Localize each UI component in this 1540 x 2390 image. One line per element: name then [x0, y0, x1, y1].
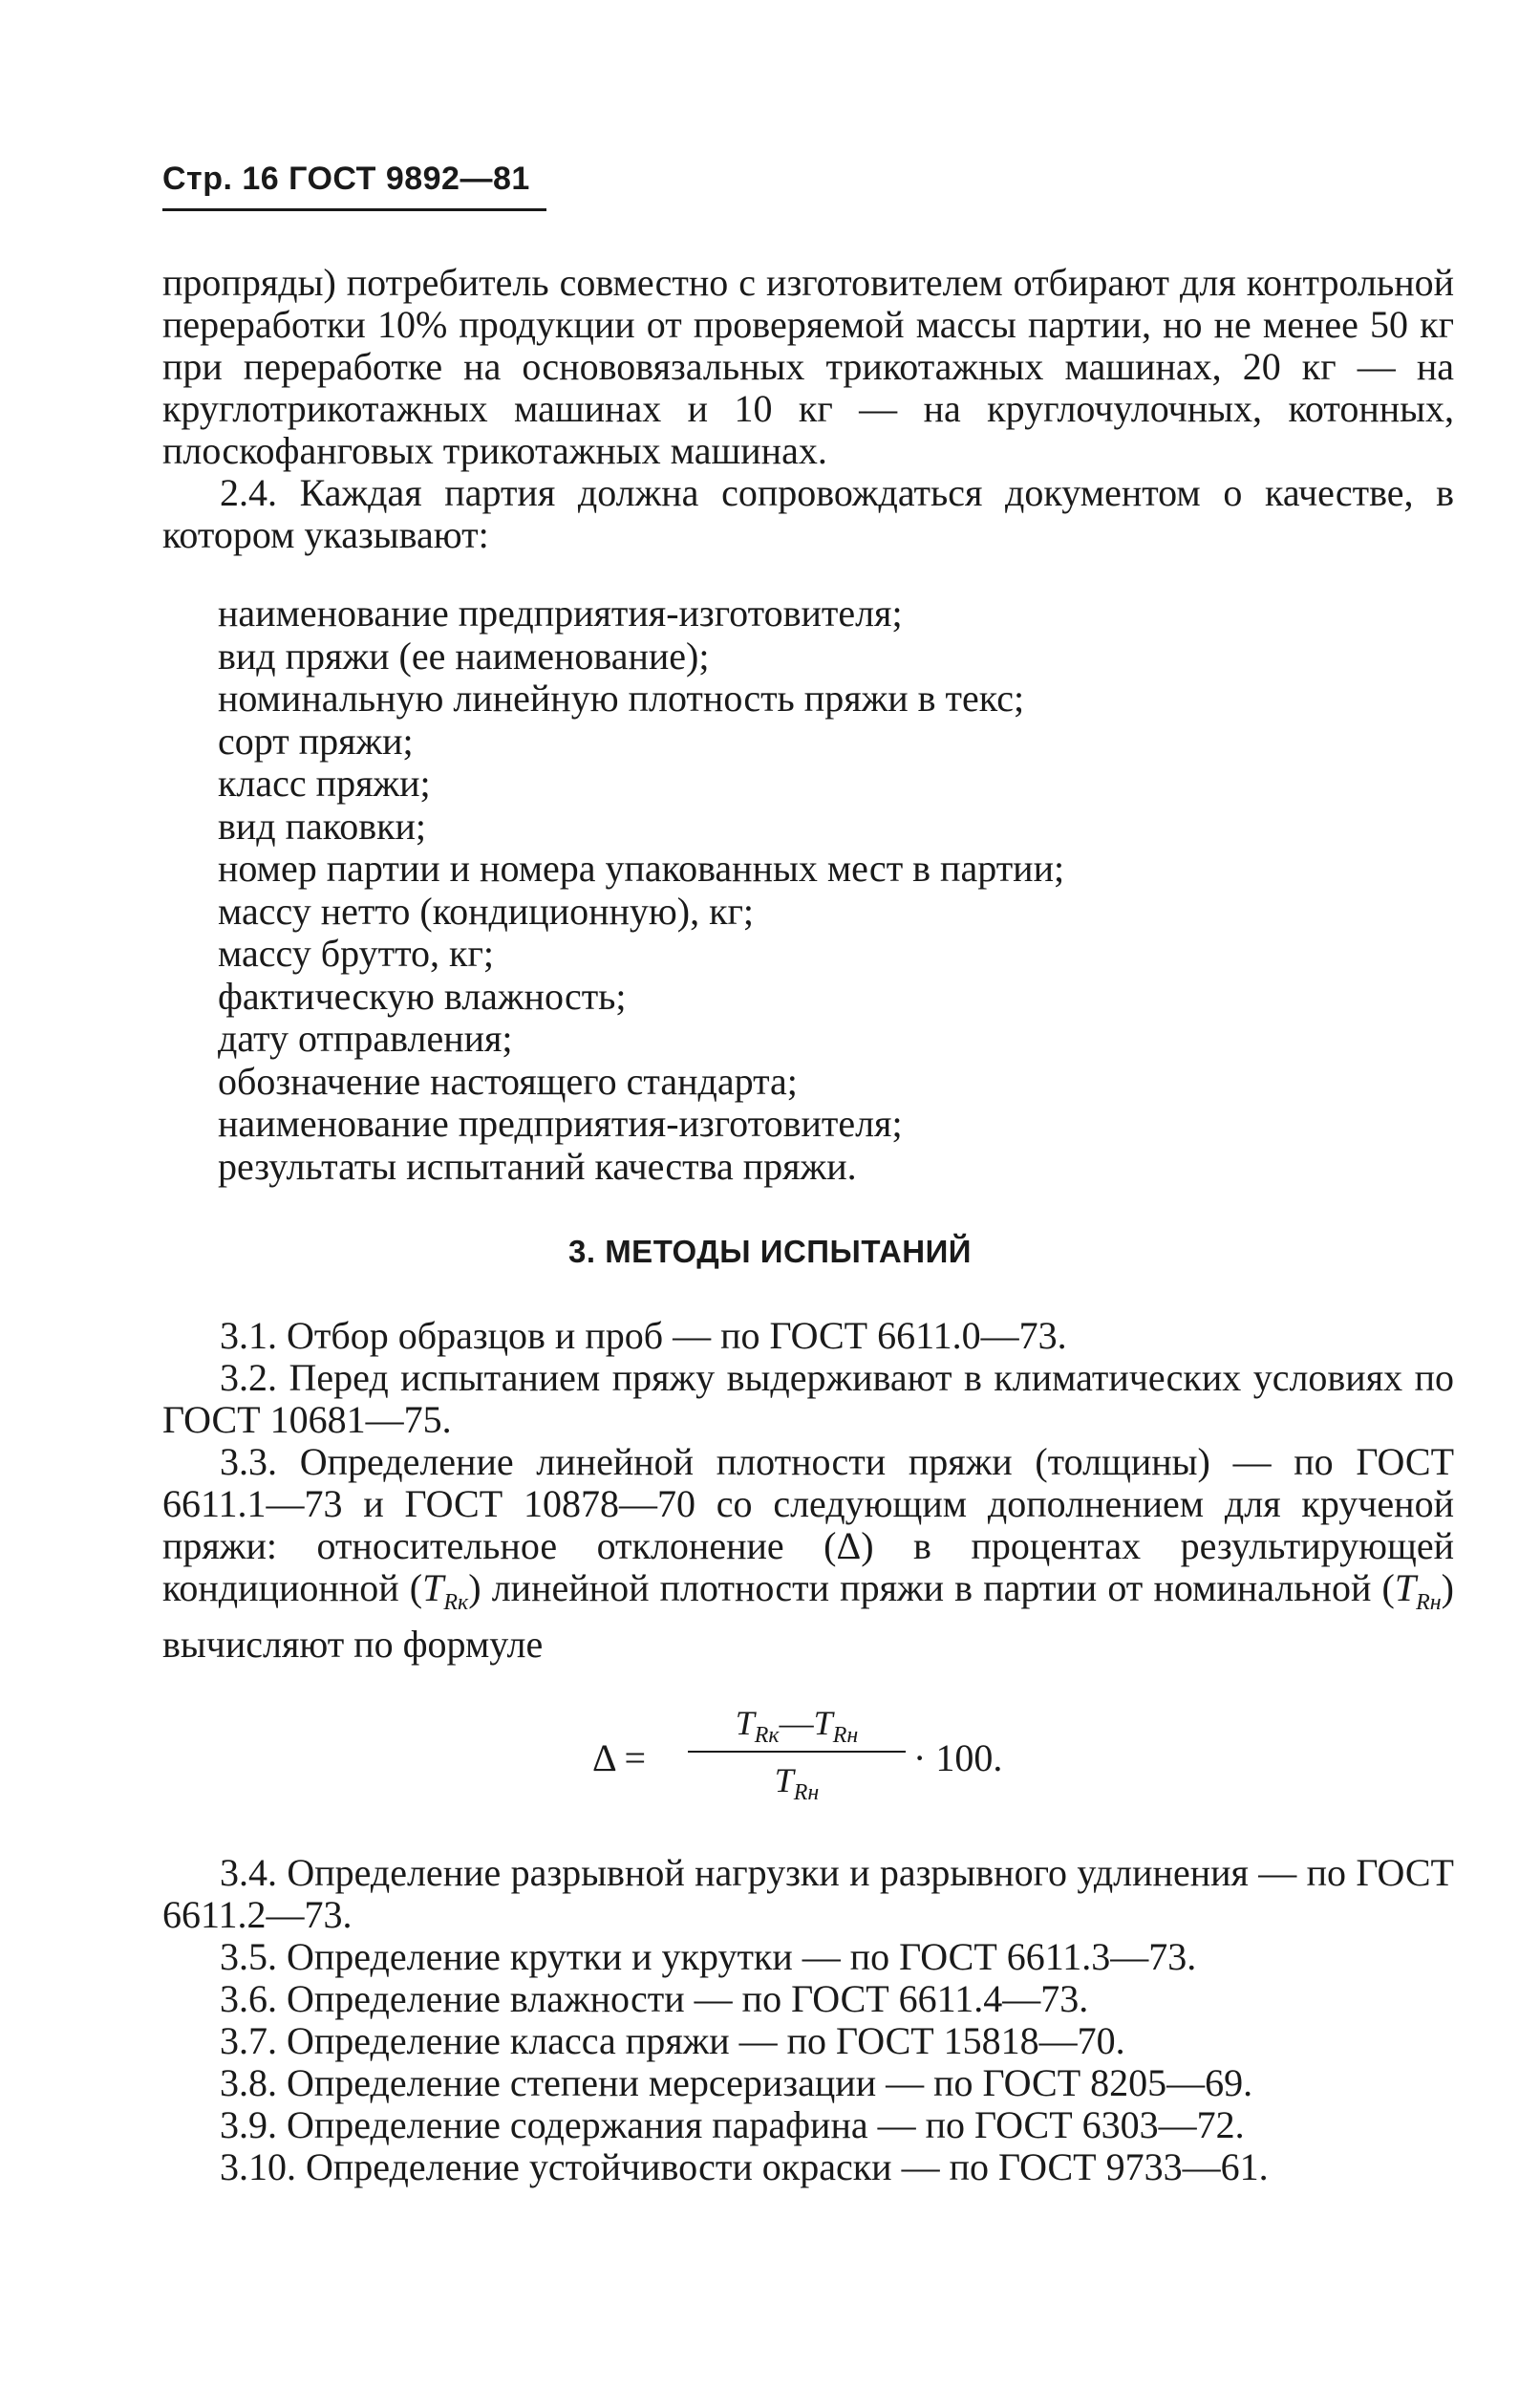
deviation-formula: [592, 1699, 1013, 1814]
paragraph-3-1: 3.1. Отбор образцов и проб — по ГОСТ 6611.0—73.: [220, 1314, 1067, 1357]
p33-part-b: ) линейной плотности пряжи в партии от номинальной (: [468, 1566, 1395, 1609]
list-item: класс пряжи;: [218, 762, 431, 805]
method-item: 3.7. Определение класса пряжи — по ГОСТ 15818—70.: [220, 2019, 1125, 2062]
formula-rhs: · 100.: [913, 1736, 1003, 1779]
list-item: массу брутто, кг;: [218, 932, 494, 975]
p33-part-a: 3.3. Определение линейной плотности пряжи (толщины) — по ГОСТ 6611.1—73 и ГОСТ 10878—70 со следующим дополнением для крученой пряжи: относительное отклонение (Δ) в процентах результирующей кондиционной (: [162, 1440, 1454, 1609]
methods-list: [162, 1852, 1454, 2188]
method-item: 3.9. Определение содержания парафина — по ГОСТ 6303—72.: [220, 2103, 1245, 2146]
subscript-rk: Rк: [443, 1590, 469, 1615]
document-contents-list: [218, 592, 1064, 1188]
list-item: номер партии и номера упакованных мест в партии;: [218, 847, 1065, 890]
intro-paragraph-1: пропряды) потребитель совместно с изготовителем отбирают для контрольной переработки 10% продукции от проверяемой массы партии, но не менее 50 кг при переработке на основовязальных трикотажных машинах, 20 кг — на круглотрикотажных машинах и 10 кг — на круглочулочных, котонных, плоскофанговых трикотажных машинах.: [162, 261, 1454, 472]
list-item: результаты испытаний качества пряжи.: [218, 1144, 857, 1188]
intro-text: [162, 262, 1454, 556]
method-item: 3.6. Определение влажности — по ГОСТ 6611.4—73.: [220, 1977, 1089, 2020]
section-title: 3. МЕТОДЫ ИСПЫТАНИЙ: [568, 1234, 972, 1269]
list-item: фактическую влажность;: [218, 974, 627, 1018]
list-item: сорт пряжи;: [218, 719, 414, 763]
formula-numerator: $T_{Rк}—T_{Rн}$: [735, 1704, 859, 1749]
p33-part-c: ) вычисляют по формуле: [162, 1566, 1454, 1666]
list-item: обозначение настоящего стандарта;: [218, 1059, 798, 1103]
list-item: наименование предприятия-изготовителя;: [218, 592, 903, 635]
list-item: вид паковки;: [218, 804, 427, 848]
symbol-t: T: [1394, 1566, 1417, 1609]
fraction-bar: [688, 1751, 906, 1753]
formula-fraction: [688, 1699, 906, 1806]
list-item: массу нетто (кондиционную), кг;: [218, 889, 755, 933]
formula-denominator: $T_{Rн}$: [774, 1761, 820, 1806]
header-rule: [162, 208, 546, 211]
method-item: 3.5. Определение крутки и укрутки — по ГОСТ 6611.3—73.: [220, 1935, 1197, 1978]
method-item: 3.10. Определение устойчивости окраски — по ГОСТ 9733—61.: [220, 2145, 1269, 2188]
symbol-t: T: [422, 1566, 444, 1609]
list-item: дату отправления;: [218, 1017, 513, 1060]
formula-lhs: Δ =: [592, 1736, 647, 1779]
paragraph-3-2: 3.2. Перед испытанием пряжу выдерживают в климатических условиях по ГОСТ 10681—75.: [162, 1356, 1454, 1441]
list-item: вид пряжи (ее наименование);: [218, 634, 710, 678]
list-item: наименование предприятия-изготовителя;: [218, 1102, 903, 1145]
section-3-text: [162, 1315, 1454, 1666]
page-header: Стр. 16 ГОСТ 9892—81: [162, 161, 530, 197]
paragraph-2-4: 2.4. Каждая партия должна сопровождаться документом о качестве, в котором указывают:: [162, 471, 1454, 556]
paragraph-3-3: [162, 1441, 1454, 1666]
list-item: номинальную линейную плотность пряжи в текс;: [218, 677, 1025, 720]
method-item: 3.8. Определение степени мерсеризации — по ГОСТ 8205—69.: [220, 2061, 1253, 2104]
subscript-rn: Rн: [1416, 1590, 1442, 1615]
method-item: 3.4. Определение разрывной нагрузки и разрывного удлинения — по ГОСТ 6611.2—73.: [162, 1851, 1454, 1936]
